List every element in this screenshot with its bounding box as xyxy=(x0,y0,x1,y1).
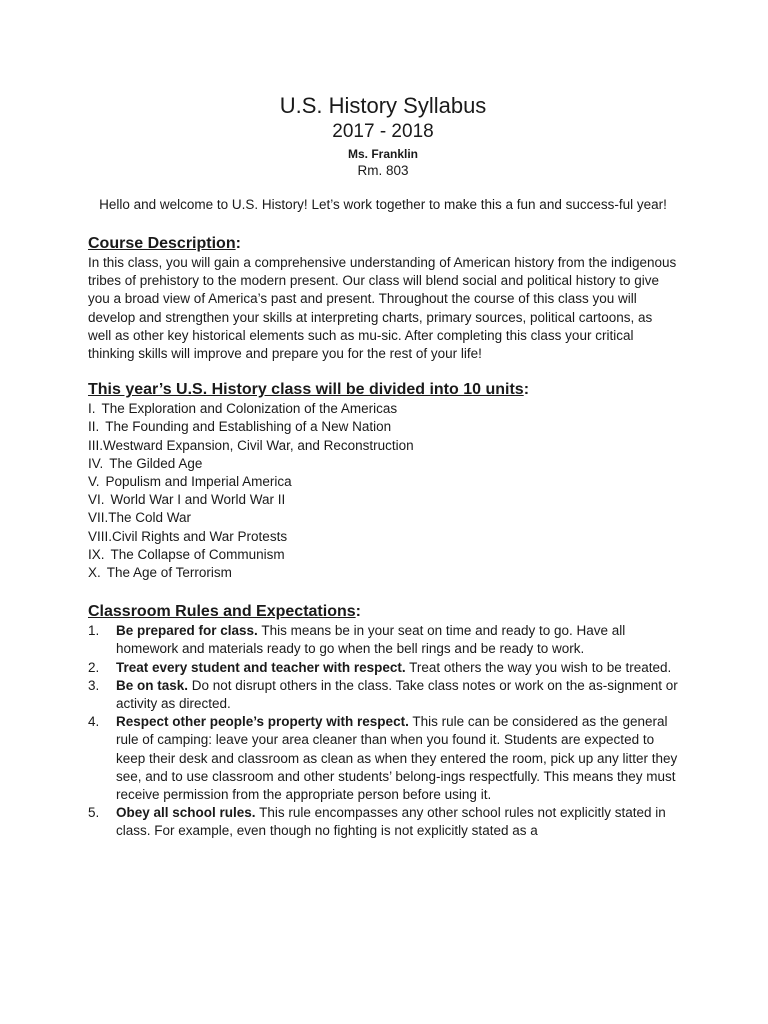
unit-item xyxy=(88,455,678,473)
rule-description: This rule can be considered as the general rule of camping: leave your area cleaner than when you found it. Students are expected to keep their desk and classroom as clean as when they entered the room, pick up any litter they see, and to use classroom and other students’ belong-ings respectfully. This means they must receive permission from the appropriate person before using it. xyxy=(116,714,678,803)
rule-number: 3. xyxy=(88,677,100,693)
units-list xyxy=(88,400,678,582)
rule-item xyxy=(88,677,678,713)
unit-item xyxy=(88,437,678,455)
unit-item xyxy=(88,546,678,564)
room-number: Rm. 803 xyxy=(357,163,409,178)
unit-title: World War I and World War II xyxy=(110,492,286,508)
unit-number: III. xyxy=(88,437,104,453)
unit-item xyxy=(88,528,678,546)
unit-title: The Gilded Age xyxy=(109,455,203,471)
unit-title: The Cold War xyxy=(108,510,192,526)
unit-title: Westward Expansion, Civil War, and Reconstruction xyxy=(103,437,414,453)
unit-number: VII. xyxy=(88,510,109,526)
rule-item xyxy=(88,713,678,804)
rules-heading xyxy=(88,602,678,622)
unit-item xyxy=(88,564,678,582)
unit-title: The Exploration and Colonization of the Americas xyxy=(101,401,398,417)
rule-text xyxy=(116,804,678,840)
rules-heading-colon: : xyxy=(355,603,361,621)
rules-list xyxy=(88,622,678,840)
rule-number: 4. xyxy=(88,714,100,730)
school-year: 2017 - 2018 xyxy=(332,121,434,142)
rule-number: 5. xyxy=(88,805,100,821)
rule-title: Respect other people’s property with respect. xyxy=(116,714,409,730)
unit-number: II. xyxy=(88,419,100,435)
course-description-heading-text: Course Description xyxy=(88,235,236,252)
syllabus-page xyxy=(88,92,678,841)
rule-description: Treat others the way you wish to be treated. xyxy=(405,659,672,675)
page-title: U.S. History Syllabus xyxy=(279,93,487,118)
unit-item xyxy=(88,418,678,436)
unit-title: Populism and Imperial America xyxy=(105,474,292,490)
welcome-text: Hello and welcome to U.S. History! Let’s work together to make this a fun and success-ful year! xyxy=(99,197,667,212)
unit-title: The Collapse of Communism xyxy=(110,546,285,562)
rule-title: Be prepared for class. xyxy=(116,623,258,639)
rule-text xyxy=(116,677,678,713)
rule-description: Do not disrupt others in the class. Take class notes or work on the as-signment or activity as directed. xyxy=(116,677,678,712)
units-heading-colon: : xyxy=(523,381,530,399)
rule-number: 2. xyxy=(88,659,100,675)
unit-title: The Age of Terrorism xyxy=(106,565,232,581)
rule-title: Obey all school rules. xyxy=(116,805,256,821)
course-description-text: In this class, you will gain a comprehensive understanding of American history from the indigenous tribes of prehistory to the modern present. Our class will blend social and political history to give you a broad view of America’s past and present. Throughout the course of this class you will develop and strengthen your skills at interpreting charts, primary sources, political cartoons, as well as other key historical elements such as mu-sic. After completing this class your critical thinking skills will improve and prepare you for the rest of your life! xyxy=(88,255,677,362)
rules-heading-text: Classroom Rules and Expectations xyxy=(88,603,356,621)
course-description-heading-colon: : xyxy=(235,235,241,252)
unit-number: I. xyxy=(88,401,96,417)
unit-number: VI. xyxy=(88,492,105,508)
rule-title: Treat every student and teacher with respect. xyxy=(116,659,406,675)
rule-text xyxy=(116,713,678,804)
rule-text xyxy=(116,622,678,658)
unit-title: The Founding and Establishing of a New Nation xyxy=(105,419,392,435)
teacher-name: Ms. Franklin xyxy=(347,147,418,161)
unit-item xyxy=(88,473,678,491)
rule-description: This means be in your seat on time and ready to go. Have all homework and materials ready to go when the bell rings and be ready to work. xyxy=(116,623,626,657)
unit-item xyxy=(88,509,678,527)
rule-item xyxy=(88,804,678,840)
rule-text xyxy=(116,659,678,677)
rule-description: This rule encompasses any other school rules not explicitly stated in class. For example, even though no fighting is not explicitly stated as a xyxy=(116,805,666,839)
unit-number: X. xyxy=(88,565,101,581)
unit-item xyxy=(88,400,678,418)
course-description-heading xyxy=(88,234,678,254)
unit-number: VIII. xyxy=(88,528,113,544)
rule-item xyxy=(88,622,678,658)
unit-number: IX. xyxy=(88,546,105,562)
unit-number: V. xyxy=(88,474,100,490)
unit-title: Civil Rights and War Protests xyxy=(112,528,288,544)
unit-item xyxy=(88,491,678,509)
unit-number: IV. xyxy=(88,455,104,471)
rule-item xyxy=(88,659,678,677)
units-heading xyxy=(88,380,678,400)
units-heading-text: This year’s U.S. History class will be divided into 10 units xyxy=(88,381,524,399)
rule-number: 1. xyxy=(88,623,100,639)
rule-title: Be on task. xyxy=(116,677,189,693)
